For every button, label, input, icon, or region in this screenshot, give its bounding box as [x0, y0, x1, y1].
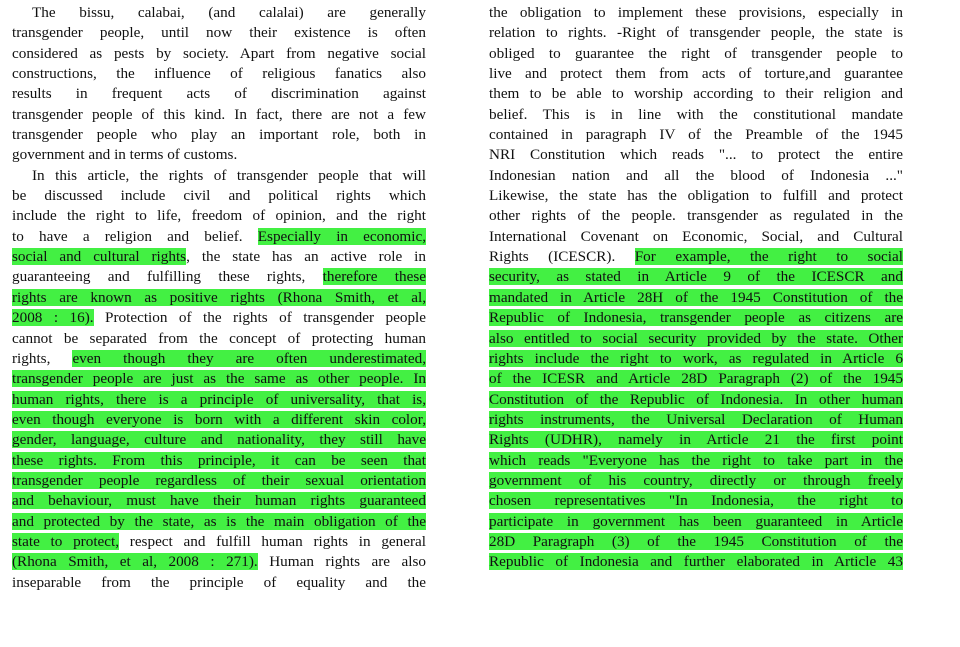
text-segment: other rights of the people. transgender as regulated in the — [489, 207, 903, 225]
text-segment: respect and fulfill human rights in general — [119, 532, 427, 550]
text-line — [489, 390, 903, 410]
text-line — [12, 186, 426, 206]
text-line — [489, 410, 903, 430]
text-line — [489, 532, 903, 552]
text-line — [489, 329, 903, 349]
text-line — [12, 125, 426, 145]
text-segment: Rights (ICESCR). — [489, 248, 635, 266]
text-line — [489, 186, 903, 206]
text-segment: In this article, the rights of transgender people that will — [32, 166, 426, 184]
text-line — [12, 451, 426, 471]
text-line — [489, 247, 903, 267]
highlighted-text: state to protect, — [12, 532, 120, 550]
text-line — [489, 84, 903, 104]
highlighted-text: and behaviour, must have their human rights guaranteed — [12, 492, 426, 510]
highlighted-text: even though everyone is born with a different skin color, — [12, 410, 426, 428]
text-line — [489, 206, 903, 226]
text-line — [12, 23, 426, 43]
highlighted-text: rights include the right to work, as regulated in Article 6 — [489, 349, 903, 367]
text-segment: relation to rights. -Right of transgender people, the state is — [489, 24, 903, 42]
text-line — [12, 227, 426, 247]
text-segment: transgender people who play an important role, both in — [12, 126, 426, 144]
highlighted-text: rights are known as positive rights (Rhona Smith, et al, — [12, 288, 426, 306]
highlighted-text: Republic of Indonesia, transgender people as citizens are — [489, 309, 903, 327]
highlighted-text: (Rhona Smith, et al, 2008 : 271). — [12, 553, 258, 571]
text-segment: government and in terms of customs. — [12, 146, 238, 164]
text-line — [489, 227, 903, 247]
text-line — [489, 23, 903, 43]
highlighted-text: transgender people are just as the same as other people. In — [12, 370, 426, 388]
highlighted-text: which reads "Everyone has the right to take part in the — [489, 451, 903, 469]
text-line — [12, 288, 426, 308]
highlighted-text: transgender people regardless of their sexual orientation — [12, 471, 426, 489]
text-line — [12, 267, 426, 287]
text-line — [489, 288, 903, 308]
text-line — [12, 329, 426, 349]
text-segment: be discussed include civil and political rights which — [12, 187, 426, 205]
highlighted-text: even though they are often underestimated, — [72, 349, 426, 367]
text-segment: Indonesian nation and all the blood of Indonesia ..." — [489, 166, 903, 184]
highlighted-text: also entitled to social security provided by the state. Other — [489, 329, 903, 347]
text-line — [489, 491, 903, 511]
highlighted-text: chosen representatives "In Indonesia, the right to — [489, 492, 903, 510]
highlighted-text: Constitution of the Republic of Indonesia. In other human — [489, 390, 903, 408]
text-line — [489, 267, 903, 287]
text-segment: transgender people, until now their existence is often — [12, 24, 426, 42]
text-segment: inseparable from the principle of equality and the — [12, 573, 426, 591]
highlighted-text: 28D Paragraph (3) of the 1945 Constitution of the — [489, 532, 903, 550]
text-line — [12, 206, 426, 226]
text-line — [489, 125, 903, 145]
text-line — [12, 410, 426, 430]
highlighted-text: Republic of Indonesia and further elaborated in Article 43 — [489, 553, 903, 571]
text-line — [12, 64, 426, 84]
text-line — [12, 84, 426, 104]
highlighted-text: these rights. From this principle, it can be seen that — [12, 451, 426, 469]
text-segment: International Covenant on Economic, Social, and Cultural — [489, 227, 903, 245]
highlighted-text: For example, the right to social — [634, 248, 903, 266]
text-line — [489, 369, 903, 389]
text-line — [489, 308, 903, 328]
left-text-column — [12, 3, 426, 593]
text-line — [12, 491, 426, 511]
text-segment: contained in paragraph IV of the Preamble of the 1945 — [489, 126, 903, 144]
text-segment: Likewise, the state has the obligation to fulfill and protect — [489, 187, 903, 205]
text-line — [489, 105, 903, 125]
highlighted-text: of the ICESR and Article 28D Paragraph (2) of the 1945 — [489, 370, 903, 388]
text-line — [489, 552, 903, 572]
text-line — [12, 166, 426, 186]
text-line — [12, 308, 426, 328]
text-segment: guaranteeing and fulfilling these rights, — [12, 268, 323, 286]
text-segment: them to be able to worship according to their religion and — [489, 85, 903, 103]
text-line — [12, 369, 426, 389]
text-line — [489, 166, 903, 186]
text-line — [489, 145, 903, 165]
text-segment: to have a religion and belief. — [12, 227, 258, 245]
highlighted-text: mandated in Article 28H of the 1945 Constitution of the — [489, 288, 903, 306]
text-segment: results in frequent acts of discrimination against — [12, 85, 426, 103]
highlighted-text: 2008 : 16). — [12, 309, 94, 327]
text-segment: rights, — [12, 349, 73, 367]
text-line — [12, 390, 426, 410]
text-line — [489, 471, 903, 491]
text-segment: obliged to guarantee the right of transgender people to — [489, 44, 903, 62]
text-segment: include the right to life, freedom of opinion, and the right — [12, 207, 426, 225]
text-segment: transgender people of this kind. In fact, there are not a few — [12, 105, 426, 123]
text-segment: NRI Constitution which reads "... to protect the entire — [489, 146, 903, 164]
text-line — [12, 145, 426, 165]
text-line — [489, 512, 903, 532]
text-segment: the obligation to implement these provisions, especially in — [489, 4, 903, 21]
highlighted-text: participate in government has been guaranteed in Article — [489, 512, 903, 530]
right-text-column — [489, 3, 903, 573]
highlighted-text: and protected by the state, as is the main obligation of the — [12, 512, 426, 530]
highlighted-text: Especially in economic, — [257, 227, 427, 245]
highlighted-text: government of his country, directly or through freely — [489, 471, 903, 489]
highlighted-text: therefore these — [322, 268, 427, 286]
text-segment: constructions, the influence of religious fanatics also — [12, 65, 426, 83]
highlighted-text: security, as stated in Article 9 of the ICESCR and — [489, 268, 903, 286]
text-segment: belief. This is in line with the constitutional mandate — [489, 105, 903, 123]
text-line — [12, 512, 426, 532]
text-segment: cannot be separated from the concept of protecting human — [12, 329, 426, 347]
text-line — [489, 430, 903, 450]
text-line — [12, 3, 426, 23]
text-line — [489, 349, 903, 369]
text-line — [489, 451, 903, 471]
text-line — [12, 471, 426, 491]
text-line — [12, 44, 426, 64]
text-segment: , the state has an active role in — [186, 248, 426, 266]
text-line — [12, 532, 426, 552]
text-segment: live and protect them from acts of torture,and guarantee — [489, 65, 903, 83]
text-segment: considered as pests by society. Apart from negative social — [12, 44, 426, 62]
text-line — [489, 64, 903, 84]
highlighted-text: social and cultural rights — [12, 248, 187, 266]
text-line — [12, 349, 426, 369]
text-segment: Protection of the rights of transgender people — [93, 309, 426, 327]
text-segment: Human rights are also — [257, 553, 427, 571]
highlighted-text: Rights (UDHR), namely in Article 21 the first point — [489, 431, 903, 449]
text-line — [12, 247, 426, 267]
text-line — [12, 430, 426, 450]
text-line — [12, 573, 426, 593]
highlighted-text: human rights, there is a principle of universality, that is, — [12, 390, 426, 408]
text-line — [12, 552, 426, 572]
text-segment: The bissu, calabai, (and calalai) are generally — [32, 4, 426, 21]
highlighted-text: gender, language, culture and nationality, they still have — [12, 431, 426, 449]
text-line — [489, 3, 903, 23]
text-line — [12, 105, 426, 125]
highlighted-text: rights instruments, the Universal Declaration of Human — [489, 410, 903, 428]
text-line — [489, 44, 903, 64]
